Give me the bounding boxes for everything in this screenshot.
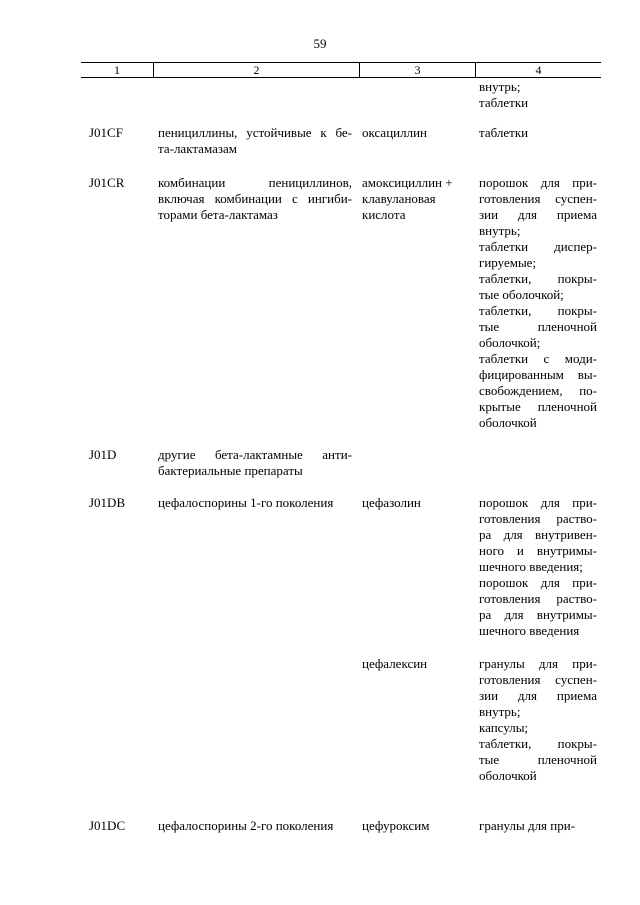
dosage-form-line: зии для приема (479, 688, 597, 703)
header-col-1: 1 (114, 63, 120, 77)
group-name-cell (158, 447, 352, 479)
dosage-form-line: гируемые; (479, 255, 537, 270)
dosage-form-line: шечного введения; (479, 559, 583, 574)
header-col-3: 3 (359, 63, 475, 77)
dosage-form-cell (479, 495, 597, 639)
group-name-line: другие бета-лактамные анти- (158, 447, 352, 462)
group-name-line: торами бета-лактамаз (158, 207, 278, 222)
dosage-form-line: оболочкой; (479, 335, 541, 350)
dosage-form-line: ра для внутривен- (479, 527, 597, 542)
drug-name-line: кислота (362, 207, 406, 222)
group-name-line: бактериальные препараты (158, 463, 303, 478)
drug-name-cell (362, 656, 468, 672)
atc-code: J01CR (89, 175, 125, 190)
dosage-form-cell (479, 125, 597, 141)
dosage-form-line: капсулы; (479, 720, 529, 735)
dosage-form-cell (479, 656, 597, 784)
dosage-form-line: готовления раство- (479, 511, 597, 526)
atc-code: J01DB (89, 495, 126, 510)
group-name-line: пенициллины, устойчивые к бе- (158, 125, 352, 140)
drug-name-line: оксациллин (362, 125, 427, 140)
dosage-form-line: готовления суспен- (479, 672, 597, 687)
dosage-form-cell (479, 818, 597, 834)
dosage-form-line: оболочкой (479, 415, 537, 430)
table-header (81, 62, 601, 78)
group-name-cell (158, 818, 352, 834)
page-number: 59 (313, 36, 327, 51)
dosage-form-line: крытые пленочной (479, 399, 597, 414)
drug-name-line: цефуроксим (362, 818, 430, 833)
group-name-cell (158, 125, 352, 157)
group-name-cell (158, 175, 352, 223)
dosage-form-line: таблетки, покры- (479, 271, 597, 286)
dosage-form-line: тые пленочной (479, 752, 597, 767)
dosage-form-line: оболочкой (479, 768, 537, 783)
dosage-form-line: таблетки, покры- (479, 736, 597, 751)
atc-code-cell (89, 818, 149, 834)
drug-name-line: цефалексин (362, 656, 428, 671)
drug-name-cell (362, 495, 468, 511)
form-line: таблетки (479, 95, 529, 110)
group-name-line: цефалоспорины 1-го поколения (158, 495, 334, 510)
dosage-form-line: порошок для при- (479, 575, 597, 590)
form-line: внутрь; (479, 79, 521, 94)
atc-code-cell (89, 175, 149, 191)
dosage-form-line: зии для приема (479, 207, 597, 222)
continued-form-cell (479, 79, 597, 111)
dosage-form-line: тые пленочной (479, 319, 597, 334)
dosage-form-line: таблетки с моди- (479, 351, 597, 366)
dosage-form-line: свобождением, по- (479, 383, 597, 398)
atc-code: J01DC (89, 818, 126, 833)
drug-name-cell (362, 125, 468, 141)
dosage-form-line: таблетки (479, 125, 529, 140)
group-name-cell (158, 495, 352, 511)
dosage-form-line: гранулы для при- (479, 656, 597, 671)
dosage-form-line: таблетки, покры- (479, 303, 597, 318)
dosage-form-line: тые оболочкой; (479, 287, 564, 302)
dosage-form-line: ного и внутримы- (479, 543, 597, 558)
atc-code: J01CF (89, 125, 123, 140)
group-name-line: комбинации пенициллинов, (158, 175, 352, 190)
atc-code-cell (89, 447, 149, 463)
atc-code-cell (89, 125, 149, 141)
atc-code: J01D (89, 447, 117, 462)
group-name-line: включая комбинации с ингиби- (158, 191, 352, 206)
dosage-form-line: готовления суспен- (479, 191, 597, 206)
dosage-form-line: ра для внутримы- (479, 607, 597, 622)
dosage-form-line: шечного введения (479, 623, 580, 638)
drug-name-cell (362, 175, 468, 223)
dosage-form-line: внутрь; (479, 223, 521, 238)
drug-name-line: цефазолин (362, 495, 421, 510)
header-col-4: 4 (475, 63, 601, 77)
dosage-form-line: фицированным вы- (479, 367, 597, 382)
dosage-form-line: гранулы для при- (479, 818, 576, 833)
group-name-line: та-лактамазам (158, 141, 237, 156)
dosage-form-line: готовления раство- (479, 591, 597, 606)
atc-code-cell (89, 495, 149, 511)
group-name-line: цефалоспорины 2-го поколения (158, 818, 334, 833)
dosage-form-line: порошок для при- (479, 175, 597, 190)
dosage-form-line: внутрь; (479, 704, 521, 719)
drug-name-line: клавулановая (362, 191, 436, 206)
dosage-form-cell (479, 175, 597, 431)
header-col-2: 2 (153, 63, 359, 77)
drug-name-cell (362, 818, 468, 834)
dosage-form-line: порошок для при- (479, 495, 597, 510)
dosage-form-line: таблетки диспер- (479, 239, 597, 254)
drug-name-line: амоксициллин + (362, 175, 453, 190)
